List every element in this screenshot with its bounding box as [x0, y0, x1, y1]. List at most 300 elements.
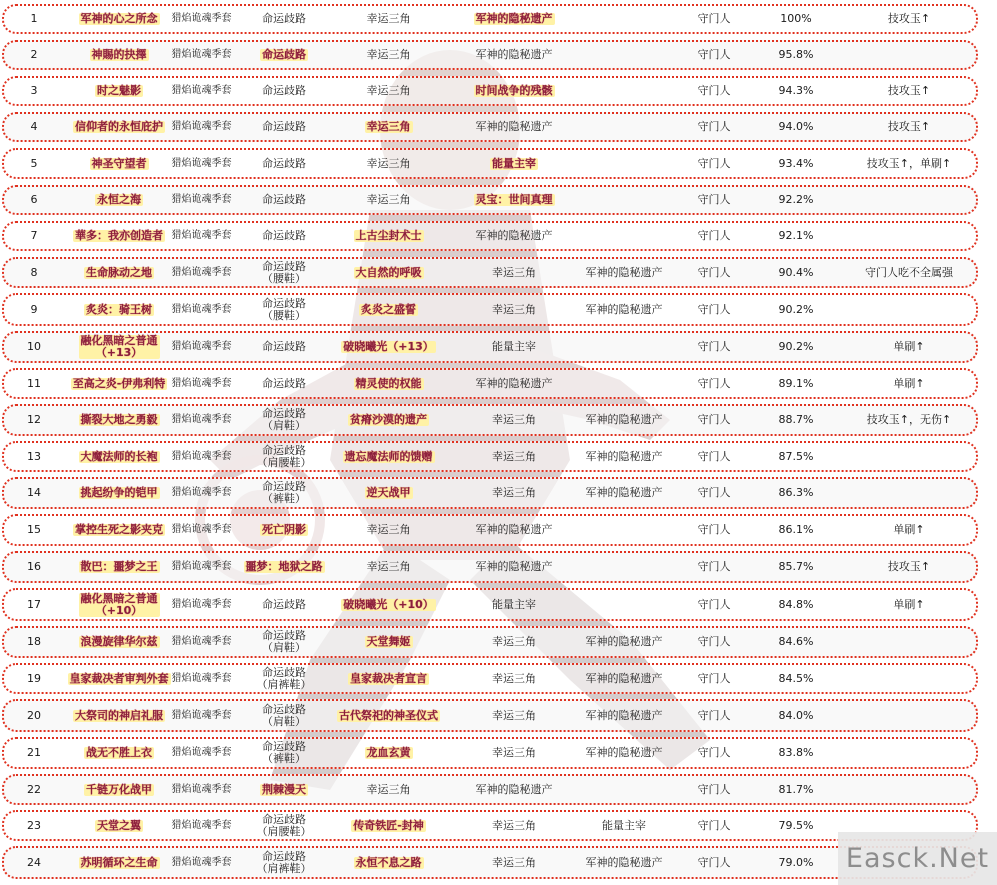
percent-cell — [766, 42, 826, 68]
equip1-cell-text: 精灵使的权能 — [355, 376, 422, 390]
table-row — [2, 293, 978, 326]
rank-cell-text: 12 — [27, 413, 41, 426]
equip3-cell-text: 能量主宰 — [602, 818, 646, 832]
target-cell-text: 守门人 — [697, 156, 731, 170]
target-cell — [674, 553, 754, 581]
set-cell-text: 猎焰诡魂季套 — [171, 49, 232, 60]
boots-cell-text: 命运歧路 （肩腰鞋） — [256, 812, 312, 838]
note-cell — [834, 370, 984, 397]
percent-cell-text: 92.2% — [778, 193, 814, 206]
set-cell-text: 猎焰诡魂季套 — [171, 414, 232, 425]
percent-cell-text: 89.1% — [778, 376, 814, 390]
note-cell — [834, 333, 984, 361]
target-cell-text: 守门人 — [697, 12, 731, 25]
note-cell-text: 单刷↑ — [893, 523, 925, 536]
equip1-cell — [316, 333, 461, 361]
weapon-cell-text: 信仰者的永恒庇护 — [75, 120, 163, 133]
note-cell-text: 技攻玉↑ — [887, 120, 931, 133]
set-cell — [159, 665, 244, 692]
percent-cell-text: 88.7% — [778, 413, 814, 426]
boots-cell-text: 荆棘漫天 — [262, 782, 306, 796]
rank-cell-text: 16 — [27, 560, 41, 573]
equip1-cell — [316, 479, 461, 507]
rank-cell-text: 10 — [27, 340, 41, 353]
weapon-cell-text: 永恒之海 — [97, 193, 141, 206]
note-cell — [834, 406, 984, 434]
equip2-cell-text: 时间战争的残骸 — [475, 84, 553, 97]
equip3-cell-text: 军神的隐秘遗产 — [585, 635, 663, 648]
set-cell-text: 猎焰诡魂季套 — [171, 524, 232, 535]
equip1-cell-text: 古代祭祀的神圣仪式 — [339, 708, 438, 722]
percent-cell-text: 84.5% — [778, 671, 814, 685]
note-cell — [834, 479, 984, 507]
weapon-cell-text: 苏明循环之生命 — [80, 855, 158, 869]
percent-cell — [766, 553, 826, 581]
note-cell — [834, 150, 984, 177]
set-cell — [159, 295, 244, 324]
equip1-cell-text: 幸运三角 — [366, 782, 411, 796]
set-cell-text: 猎焰诡魂季套 — [171, 450, 232, 462]
equip3-cell-text: 军神的隐秘遗产 — [585, 746, 663, 759]
target-cell — [674, 406, 754, 434]
equip2-cell-text: 幸运三角 — [492, 671, 536, 685]
equip1-cell-text: 龙血玄黄 — [366, 746, 411, 759]
note-cell-text: 技攻玉↑，单刷↑ — [866, 156, 952, 170]
equip1-cell-text: 幸运三角 — [366, 560, 411, 573]
note-cell-text: 技攻玉↑ — [887, 12, 931, 25]
target-cell-text: 守门人 — [697, 120, 731, 133]
equip2-cell-text: 能量主宰 — [492, 156, 536, 170]
target-cell-text: 守门人 — [697, 48, 731, 61]
equip1-cell-text: 幸运三角 — [366, 523, 411, 536]
target-cell — [674, 187, 754, 213]
percent-cell-text: 100% — [780, 12, 812, 25]
note-cell — [834, 259, 984, 286]
percent-cell-text: 94.0% — [778, 120, 814, 133]
boots-cell-text: 命运歧路 （肩鞋） — [262, 702, 306, 728]
target-cell — [674, 78, 754, 104]
weapon-cell-text: 華多：我亦创造者 — [75, 229, 163, 242]
percent-cell-text: 85.7% — [778, 560, 814, 573]
weapon-cell-text: 炙炎：骑王树 — [86, 302, 152, 316]
weapon-cell-text: 融化黑暗之普通 （+10） — [80, 591, 158, 617]
target-cell — [674, 516, 754, 544]
weapon-cell-text: 天堂之翼 — [97, 818, 141, 832]
equip1-cell-text: 破晓曦光（+10） — [343, 597, 434, 611]
equip1-cell-text: 炙炎之盛誓 — [361, 302, 416, 316]
equip1-cell — [316, 443, 461, 470]
set-cell — [159, 223, 244, 249]
equip2-cell-text: 军神的隐秘遗产 — [475, 120, 553, 133]
set-cell-text: 猎焰诡魂季套 — [171, 856, 232, 868]
equip1-cell-text: 破晓曦光（+13） — [343, 340, 434, 353]
rank-cell-text: 24 — [27, 855, 41, 869]
target-cell — [674, 848, 754, 877]
set-cell-text: 猎焰诡魂季套 — [171, 747, 232, 758]
rank-cell-text: 11 — [27, 376, 41, 390]
percent-cell-text: 79.0% — [778, 855, 814, 869]
set-cell-text: 猎焰诡魂季套 — [171, 819, 232, 831]
equip2-cell-text: 幸运三角 — [492, 855, 536, 869]
target-cell — [674, 443, 754, 470]
set-cell — [159, 406, 244, 434]
target-cell — [674, 114, 754, 140]
target-cell-text: 守门人 — [697, 671, 731, 685]
percent-cell-text: 93.4% — [778, 156, 814, 170]
rank-cell-text: 19 — [27, 671, 41, 685]
set-cell-text: 猎焰诡魂季套 — [171, 266, 232, 278]
target-cell — [674, 776, 754, 803]
equip3-cell-text: 军神的隐秘遗产 — [585, 855, 663, 869]
note-cell-text: 单刷↑ — [893, 376, 925, 390]
boots-cell-text: 命运歧路 （腰鞋） — [262, 296, 306, 322]
equip1-cell — [316, 665, 461, 692]
target-cell-text: 守门人 — [697, 782, 731, 796]
note-cell — [834, 114, 984, 140]
target-cell-text: 守门人 — [697, 597, 731, 611]
equip1-cell — [316, 6, 461, 32]
weapon-cell-text: 大魔法师的长袍 — [80, 449, 158, 463]
equip1-cell-text: 皇家裁决者宣言 — [350, 671, 427, 685]
boots-cell-text: 命运歧路 — [262, 229, 306, 242]
boots-cell-text: 命运歧路 （肩鞋） — [262, 407, 306, 432]
equip1-cell — [316, 406, 461, 434]
percent-cell — [766, 590, 826, 619]
percent-cell — [766, 516, 826, 544]
target-cell-text: 守门人 — [697, 265, 731, 279]
table-row — [2, 368, 978, 399]
equip2-cell-text: 军神的隐秘遗产 — [475, 12, 553, 25]
table-row — [2, 404, 978, 436]
table-row — [2, 40, 978, 70]
set-cell-text: 猎焰诡魂季套 — [171, 341, 232, 352]
target-cell — [674, 223, 754, 249]
table-row — [2, 774, 978, 805]
set-cell — [159, 150, 244, 177]
target-cell-text: 守门人 — [697, 818, 731, 832]
equip2-cell-text: 军神的隐秘遗产 — [475, 229, 553, 242]
percent-cell — [766, 776, 826, 803]
set-cell — [159, 628, 244, 656]
weapon-cell-text: 皇家裁决者审判外套 — [69, 671, 169, 685]
note-cell — [834, 516, 984, 544]
equip1-cell — [316, 370, 461, 397]
rank-cell-text: 23 — [27, 818, 41, 832]
equip1-cell-text: 幸运三角 — [366, 156, 411, 170]
equip1-cell — [316, 516, 461, 544]
target-cell — [674, 150, 754, 177]
equip3-cell-text: 军神的隐秘遗产 — [585, 671, 663, 685]
set-cell — [159, 443, 244, 470]
target-cell-text: 守门人 — [697, 708, 731, 722]
set-cell-text: 猎焰诡魂季套 — [171, 157, 232, 169]
equip2-cell-text: 幸运三角 — [492, 486, 536, 499]
set-cell — [159, 259, 244, 286]
target-cell-text: 守门人 — [697, 84, 731, 97]
equip1-cell-text: 幸运三角 — [366, 84, 411, 97]
equip1-cell — [316, 78, 461, 104]
percent-cell-text: 95.8% — [778, 48, 814, 61]
percent-cell — [766, 114, 826, 140]
target-cell — [674, 739, 754, 767]
equip2-cell-text: 军神的隐秘遗产 — [475, 376, 553, 390]
equip2-cell-text: 能量主宰 — [492, 597, 536, 611]
set-cell — [159, 6, 244, 32]
equip2-cell-text: 军神的隐秘遗产 — [475, 782, 553, 796]
note-cell — [834, 665, 984, 692]
equip1-cell-text: 永恒不息之路 — [355, 855, 422, 869]
set-cell — [159, 42, 244, 68]
rank-cell-text: 20 — [27, 708, 41, 722]
equip1-cell — [316, 223, 461, 249]
rank-cell-text: 4 — [30, 120, 38, 133]
target-cell — [674, 370, 754, 397]
equip2-cell-text: 幸运三角 — [492, 265, 536, 279]
percent-cell — [766, 812, 826, 839]
set-cell — [159, 701, 244, 730]
equip1-cell — [316, 812, 461, 839]
equip1-cell — [316, 848, 461, 877]
boots-cell-text: 命运歧路 — [262, 84, 306, 97]
target-cell — [674, 701, 754, 730]
percent-cell-text: 84.0% — [778, 708, 814, 722]
set-cell — [159, 78, 244, 104]
percent-cell — [766, 6, 826, 32]
target-cell-text: 守门人 — [697, 855, 731, 869]
equip1-cell — [316, 295, 461, 324]
table-row — [2, 737, 978, 769]
target-cell-text: 守门人 — [697, 193, 731, 206]
percent-cell — [766, 150, 826, 177]
rank-cell-text: 14 — [27, 486, 41, 499]
table-row — [2, 663, 978, 694]
note-cell — [834, 776, 984, 803]
boots-cell-text: 命运歧路 （肩鞋） — [262, 629, 306, 654]
target-cell-text: 守门人 — [697, 229, 731, 242]
set-cell-text: 猎焰诡魂季套 — [171, 13, 232, 24]
rank-cell-text: 21 — [27, 746, 41, 759]
note-cell — [834, 739, 984, 767]
target-cell — [674, 628, 754, 656]
rank-cell-text: 1 — [30, 12, 38, 25]
set-cell — [159, 590, 244, 619]
weapon-cell-text: 时之魅影 — [97, 84, 141, 97]
percent-cell-text: 94.3% — [778, 84, 814, 97]
weapon-cell-text: 掌控生死之影夹克 — [75, 523, 163, 536]
set-cell — [159, 848, 244, 877]
note-cell — [834, 223, 984, 249]
percent-cell — [766, 479, 826, 507]
set-cell-text: 猎焰诡魂季套 — [171, 672, 232, 684]
equip1-cell-text: 大自然的呼吸 — [355, 265, 422, 279]
target-cell — [674, 665, 754, 692]
set-cell — [159, 479, 244, 507]
rank-cell-text: 15 — [27, 523, 41, 536]
percent-cell-text: 86.1% — [778, 523, 814, 536]
equip2-cell-text: 幸运三角 — [492, 635, 536, 648]
equip2-cell-text: 幸运三角 — [492, 818, 536, 832]
rank-cell-text: 18 — [27, 635, 41, 648]
equip1-cell-text: 天堂舞姬 — [366, 635, 411, 648]
note-cell-text: 守门人吃不全属强 — [865, 265, 953, 279]
equip3-cell-text: 军神的隐秘遗产 — [585, 449, 663, 463]
note-cell — [834, 187, 984, 213]
percent-cell-text: 90.2% — [778, 302, 814, 316]
set-cell-text: 猎焰诡魂季套 — [171, 709, 232, 721]
table-row — [2, 221, 978, 251]
set-cell-text: 猎焰诡魂季套 — [171, 194, 232, 205]
percent-cell — [766, 701, 826, 730]
weapon-cell-text: 神圣守望者 — [91, 156, 147, 170]
rank-cell-text: 8 — [30, 265, 38, 279]
target-cell-text: 守门人 — [697, 449, 731, 463]
note-cell — [834, 6, 984, 32]
target-cell-text: 守门人 — [697, 560, 731, 573]
target-cell — [674, 6, 754, 32]
equip1-cell-text: 上古尘封术士 — [355, 229, 422, 242]
rank-cell-text: 9 — [30, 302, 38, 316]
percent-cell-text: 87.5% — [778, 449, 814, 463]
note-cell — [834, 553, 984, 581]
percent-cell-text: 79.5% — [778, 818, 814, 832]
boots-cell-text: 命运歧路 （裤鞋） — [262, 480, 306, 505]
weapon-cell-text: 融化黑暗之普通 （+13） — [80, 334, 158, 359]
weapon-cell-text: 挑起纷争的铠甲 — [80, 486, 158, 499]
boots-cell-text: 命运歧路 — [262, 340, 306, 353]
set-cell-text: 猎焰诡魂季套 — [171, 121, 232, 132]
percent-cell — [766, 628, 826, 656]
note-cell — [834, 628, 984, 656]
equip1-cell — [316, 42, 461, 68]
equip1-cell — [316, 150, 461, 177]
set-cell — [159, 333, 244, 361]
percent-cell — [766, 259, 826, 286]
equip1-cell — [316, 739, 461, 767]
equip1-cell-text: 遗忘魔法师的馈赠 — [344, 449, 433, 463]
table-row — [2, 112, 978, 142]
equip2-cell-text: 幸运三角 — [492, 708, 536, 722]
weapon-cell-text: 军神的心之所念 — [80, 12, 158, 25]
table-row — [2, 551, 978, 583]
equip2-cell-text: 幸运三角 — [492, 413, 536, 426]
equip1-cell-text: 传奇铁匠-封神 — [353, 818, 424, 832]
equip3-cell-text: 军神的隐秘遗产 — [585, 265, 663, 279]
percent-cell — [766, 78, 826, 104]
note-cell — [834, 295, 984, 324]
equip1-cell — [316, 259, 461, 286]
equip1-cell — [316, 628, 461, 656]
rank-cell-text: 7 — [30, 229, 38, 242]
boots-cell-text: 命运歧路 （腰鞋） — [262, 259, 306, 285]
equip3-cell-text: 军神的隐秘遗产 — [585, 486, 663, 499]
rank-cell-text: 22 — [27, 782, 41, 796]
equip2-cell-text: 军神的隐秘遗产 — [475, 560, 553, 573]
boots-cell-text: 命运歧路 — [262, 12, 306, 25]
target-cell-text: 守门人 — [697, 340, 731, 353]
table-row — [2, 76, 978, 106]
boots-cell-text: 命运歧路 — [262, 597, 306, 611]
boots-cell-text: 命运歧路 （裤鞋） — [262, 740, 306, 765]
table-row — [2, 148, 978, 179]
equip2-cell-text: 军神的隐秘遗产 — [475, 523, 553, 536]
note-cell — [834, 590, 984, 619]
set-cell-text: 猎焰诡魂季套 — [171, 377, 232, 389]
equip1-cell — [316, 114, 461, 140]
rank-cell-text: 2 — [30, 48, 38, 61]
percent-cell — [766, 295, 826, 324]
set-cell-text: 猎焰诡魂季套 — [171, 85, 232, 96]
rank-cell-text: 5 — [30, 156, 38, 170]
target-cell — [674, 812, 754, 839]
equip3-cell-text: 军神的隐秘遗产 — [585, 413, 663, 426]
set-cell — [159, 516, 244, 544]
note-cell-text: 技攻玉↑ — [887, 560, 931, 573]
percent-cell — [766, 443, 826, 470]
percent-cell-text: 86.3% — [778, 486, 814, 499]
set-cell — [159, 553, 244, 581]
boots-cell-text: 死亡阴影 — [262, 523, 306, 536]
note-cell-text: 单刷↑ — [893, 597, 925, 611]
equip1-cell — [316, 187, 461, 213]
equip1-cell-text: 幸运三角 — [366, 12, 411, 25]
equip2-cell-text: 灵宝：世间真理 — [475, 193, 553, 206]
target-cell — [674, 333, 754, 361]
rank-cell-text: 13 — [27, 449, 41, 463]
target-cell-text: 守门人 — [697, 302, 731, 316]
note-cell-text: 单刷↑ — [893, 340, 925, 353]
percent-cell-text: 84.6% — [778, 635, 814, 648]
weapon-cell-text: 战无不胜上衣 — [86, 746, 152, 759]
table-row — [2, 4, 978, 34]
target-cell-text: 守门人 — [697, 523, 731, 536]
note-cell — [834, 443, 984, 470]
rank-cell-text: 6 — [30, 193, 38, 206]
percent-cell-text: 90.2% — [778, 340, 814, 353]
boots-cell-text: 命运歧路 （肩腰鞋） — [256, 443, 312, 469]
site-watermark: Easck.Net — [838, 832, 997, 885]
set-cell-text: 猎焰诡魂季套 — [171, 783, 232, 795]
target-cell — [674, 259, 754, 286]
table-row — [2, 331, 978, 363]
equip3-cell-text: 军神的隐秘遗产 — [585, 302, 663, 316]
target-cell — [674, 42, 754, 68]
boots-cell-text: 命运歧路 — [262, 48, 306, 61]
table-row — [2, 185, 978, 215]
percent-cell-text: 83.8% — [778, 746, 814, 759]
weapon-cell-text: 大祭司的神启礼服 — [75, 708, 163, 722]
percent-cell — [766, 848, 826, 877]
percent-cell-text: 90.4% — [778, 265, 814, 279]
set-cell — [159, 812, 244, 839]
equip1-cell — [316, 590, 461, 619]
percent-cell-text: 81.7% — [778, 782, 814, 796]
set-cell-text: 猎焰诡魂季套 — [171, 303, 232, 315]
boots-cell-text: 命运歧路 （肩裤鞋） — [256, 849, 312, 875]
percent-cell — [766, 739, 826, 767]
percent-cell-text: 92.1% — [778, 229, 814, 242]
weapon-cell-text: 神賜的抉擇 — [91, 48, 147, 61]
boots-cell-text: 命运歧路 （肩裤鞋） — [256, 665, 312, 691]
table-row — [2, 846, 978, 879]
boots-cell-text: 噩梦：地狱之路 — [245, 560, 323, 573]
equip2-cell-text: 幸运三角 — [492, 449, 536, 463]
weapon-cell-text: 生命脉动之地 — [86, 265, 152, 279]
rank-cell-text: 3 — [30, 84, 38, 97]
table-row — [2, 257, 978, 288]
set-cell-text: 猎焰诡魂季套 — [171, 636, 232, 647]
set-cell-text: 猎焰诡魂季套 — [171, 487, 232, 498]
equip2-cell-text: 幸运三角 — [492, 302, 536, 316]
